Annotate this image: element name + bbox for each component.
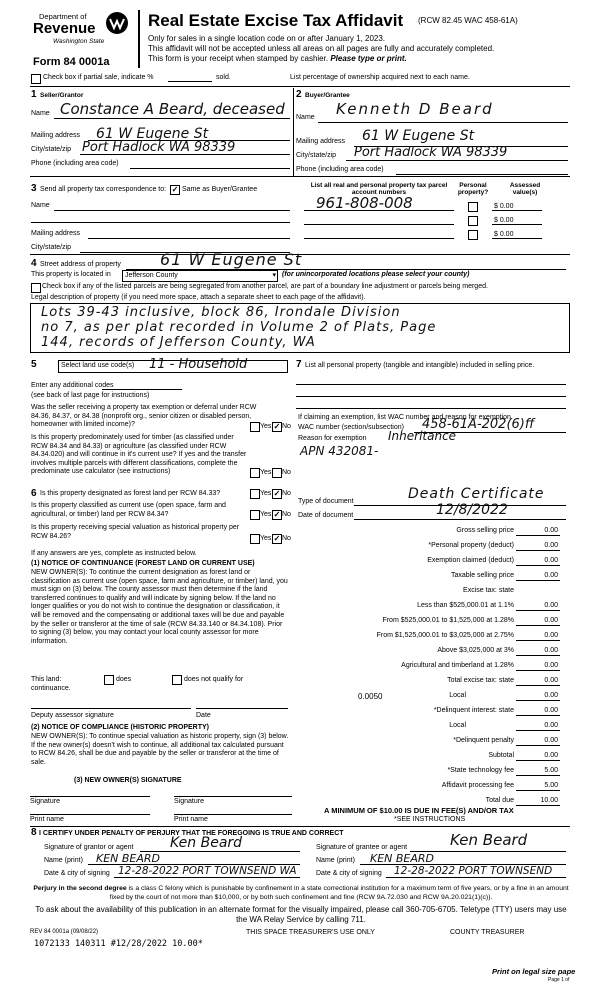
divider xyxy=(516,565,560,566)
seller-mailing[interactable]: 61 W Eugene St xyxy=(96,126,209,142)
divider xyxy=(30,796,150,797)
street-address[interactable]: 61 W Eugene St xyxy=(160,250,303,269)
doc-type[interactable]: Death Certificate xyxy=(408,486,545,502)
q2-yes: Yes xyxy=(260,469,272,476)
current-use-no: No xyxy=(282,511,291,518)
header-line3-a: This form is your receipt when stamped by cashier. xyxy=(148,54,329,63)
q2-no: No xyxy=(282,469,291,476)
row-value-total-state: 0.00 xyxy=(544,677,558,684)
buyer-section xyxy=(296,88,570,174)
does-not-label: does not qualify for xyxy=(184,676,244,683)
alternate-format-note: To ask about the availability of this publication in an alternate format for the visually impaired, please call 360-705-6705. Teletype (TTY) users may use the WA Relay Service by calling 711. xyxy=(35,905,567,924)
row-value-processing-fee: 5.00 xyxy=(544,782,558,789)
notice2-title: (2) NOTICE OF COMPLIANCE (HISTORIC PROPERTY) xyxy=(31,724,209,731)
divider xyxy=(88,238,290,239)
grantee-date-city[interactable]: 12-28-2022 PORT TOWNSEND xyxy=(394,865,553,877)
row-label-agri: Agricultural and timberland at 1.28% xyxy=(401,662,514,669)
exemption-label: If claiming an exemption, list WAC number and reason for exemption. xyxy=(298,414,513,421)
row-value-local: 0.00 xyxy=(544,692,558,699)
chevron-down-icon: ▾ xyxy=(272,272,276,279)
print-legal-note: Print on legal size pape xyxy=(492,967,576,976)
divider xyxy=(130,168,290,169)
buyer-mailing[interactable]: 61 W Eugene St xyxy=(362,128,475,144)
notice1-title: (1) NOTICE OF CONTINUANCE (FOREST LAND OR CURRENT USE) xyxy=(31,560,255,567)
correspondence-mailing-label: Mailing address xyxy=(31,230,81,237)
same-as-buyer-checkbox[interactable]: ✓ xyxy=(171,185,179,194)
perjury-text: is a class C felony which is punishable by confinement in a state correctional institution for a maximum term of five years, or by a fine in an amount fixed by the court of not more than $10,000, or by both such confinement and fine (RCW 9A.72.030 and RCW 9A.20.021(1)(c)). xyxy=(109,885,569,901)
same-as-buyer-label: Same as Buyer/Grantee xyxy=(182,186,258,193)
seller-phone-label: Phone (including area code) xyxy=(31,160,119,167)
divider xyxy=(196,708,288,709)
current-use-yes: Yes xyxy=(260,511,272,518)
divider xyxy=(318,122,568,123)
row-value-tier2: 0.00 xyxy=(544,617,558,624)
divider xyxy=(516,730,560,731)
legal-line-3: 144, records of Jefferson County, WA xyxy=(41,335,316,350)
this-land-label: This land: xyxy=(31,676,62,683)
legal-line-1: Lots 39-43 inclusive, block 86, Irondale Division xyxy=(41,305,401,320)
row-value-agri: 0.00 xyxy=(544,662,558,669)
divider xyxy=(304,224,454,225)
department-label: Department of xyxy=(39,12,87,21)
print-name-label-2: Print name xyxy=(174,816,208,823)
divider xyxy=(516,610,560,611)
legal-label: Legal description of property (if you need more space, attach a separate sheet to each page of the affidavit). xyxy=(31,294,366,301)
divider xyxy=(492,210,542,211)
divider xyxy=(516,670,560,671)
segregated-checkbox[interactable] xyxy=(31,283,41,293)
certification-section xyxy=(30,827,570,883)
signature-label-1: Signature xyxy=(30,798,60,805)
row-label-processing-fee: Affidavit processing fee xyxy=(441,782,514,789)
header-divider xyxy=(138,10,140,68)
section-number: 7 xyxy=(296,359,302,370)
wac-number[interactable]: 458-61A-202(6)ff xyxy=(422,417,535,432)
exemption-question: Was the seller receiving a property tax exemption or deferral under RCW 84.36, 84.37, or 84.38 (nonprofit org., senior citizen or disabled person, homeowner with limited income)? xyxy=(31,404,257,428)
buyer-city-label: City/state/zip xyxy=(296,152,337,159)
correspondence-label: Send all property tax correspondence to: xyxy=(40,186,167,193)
seller-city[interactable]: Port Hadlock WA 98339 xyxy=(82,140,236,155)
dor-logo xyxy=(33,10,133,52)
reason-label: Reason for exemption xyxy=(298,435,367,442)
grantor-signature[interactable]: Ken Beard xyxy=(170,835,243,851)
divider xyxy=(304,238,454,239)
seller-section xyxy=(30,88,292,174)
q1-yes-checkbox[interactable] xyxy=(250,422,260,432)
county-value: Jefferson County xyxy=(125,272,178,279)
cashier-stamp: 1072133 140311 #12/28/2022 10.00* xyxy=(34,939,203,949)
property-section xyxy=(30,250,570,352)
county-select[interactable] xyxy=(122,270,278,282)
print-name-label-1: Print name xyxy=(30,816,64,823)
form-number: Form 84 0001a xyxy=(33,56,110,68)
header-line3-b: Please type or print. xyxy=(330,54,407,63)
header-line1: Only for sales in a single location code on or after January 1, 2023. xyxy=(148,34,386,43)
divider xyxy=(492,224,542,225)
correspondence-name-label: Name xyxy=(31,202,50,209)
partial-sale-checkbox[interactable] xyxy=(31,74,41,84)
row-label-local: Local xyxy=(449,692,466,699)
county-treasurer: COUNTY TREASURER xyxy=(450,929,525,936)
grantee-signature-label: Signature of grantee or agent xyxy=(316,844,408,851)
row-label-tier3: From $1,525,000.01 to $3,025,000 at 2.75% xyxy=(376,632,514,639)
see-back: (see back of last page for instructions) xyxy=(31,392,150,399)
legal-line-2: no 7, as per plat recorded in Volume 2 of Plats, Page xyxy=(41,320,437,335)
divider xyxy=(31,222,290,223)
header-line2: This affidavit will not be accepted unless all areas on all pages are fully and accurately completed. xyxy=(148,44,495,53)
grantee-name-label: Name (print) xyxy=(316,857,355,864)
additional-codes-label: Enter any additional codes xyxy=(31,382,114,389)
divider xyxy=(354,519,566,520)
notice2-body: NEW OWNER(S): To continue special valuation as historic property, sign (3) below. If the new owner(s) doesn't wish to continue, all additional tax calculated pursuant to RCW 84.26, shall be due and payable by the seller or transferor at the time of sale. xyxy=(31,733,289,766)
current-use-question: Is this property classified as current use (open space, farm and agricultural, or timber) land per RCW 84.34? xyxy=(31,502,226,518)
personal-property-checkbox-3[interactable] xyxy=(468,230,478,240)
divider xyxy=(304,210,454,211)
row-value-delinquent-interest: 0.00 xyxy=(544,707,558,714)
doc-date-label: Date of document xyxy=(298,512,354,519)
certify-label: I CERTIFY UNDER PENALTY OF PERJURY THAT THE FOREGOING IS TRUE AND CORRECT xyxy=(39,830,344,837)
grantor-name-label: Name (print) xyxy=(44,857,83,864)
tax-section xyxy=(296,486,570,826)
legal-description-box[interactable] xyxy=(30,303,570,353)
form-title: Real Estate Excise Tax Affidavit xyxy=(148,11,404,30)
partial-sale-label: Check box if partial sale, indicate % xyxy=(43,74,154,81)
row-label-subtotal: Subtotal xyxy=(488,752,514,759)
divider xyxy=(54,118,290,119)
grantee-signature[interactable]: Ken Beard xyxy=(450,831,528,849)
divider xyxy=(174,796,292,797)
personal-property-header: Personal property? xyxy=(457,182,489,196)
divider xyxy=(516,745,560,746)
row-label-tier1: Less than $525,000.01 at 1.1% xyxy=(417,602,514,609)
divider xyxy=(30,176,570,177)
land-use-section xyxy=(30,356,292,486)
q1-no-checkbox[interactable]: ✓ xyxy=(273,422,281,431)
timber-question: Is this property predominately used for timber (as classified under RCW 84.34 and 84.33) or agriculture (as classified under RCW 84.34.020) and will continue in it's current use? If yes and the transfer involves multiple parcels with different classifications, complete the predominate use calculator (see instructions) xyxy=(31,434,247,475)
divider xyxy=(492,238,542,239)
doc-type-label: Type of document xyxy=(298,498,354,505)
divider xyxy=(516,655,560,656)
row-label-total-state: Total excise tax: state xyxy=(447,677,514,684)
row-label-tech-fee: *State technology fee xyxy=(447,767,514,774)
divider xyxy=(516,550,560,551)
section-number: 6 xyxy=(31,488,37,499)
buyer-mailing-label: Mailing address xyxy=(296,138,346,145)
divider xyxy=(516,805,560,806)
buyer-phone-label: Phone (including area code) xyxy=(296,166,384,173)
row-label-delinquent-penalty: *Delinquent penalty xyxy=(453,737,514,744)
divider xyxy=(516,685,560,686)
assessed-value-3: $ 0.00 xyxy=(494,231,514,238)
forest-question: Is this property designated as forest land per RCW 84.33? xyxy=(40,490,221,497)
seller-heading: Seller/Grantor xyxy=(40,92,84,99)
correspondence-city-label: City/state/zip xyxy=(31,244,72,251)
row-value-delinquent-penalty: 0.00 xyxy=(544,737,558,744)
if-yes-note: If any answers are yes, complete as instructed below. xyxy=(31,550,197,557)
q2-no-checkbox[interactable] xyxy=(272,468,282,478)
divider xyxy=(516,640,560,641)
divider xyxy=(516,700,560,701)
divider xyxy=(386,877,566,878)
row-label-exemption: Exemption claimed (deduct) xyxy=(427,557,514,564)
row-label-gross: Gross selling price xyxy=(456,527,514,534)
personal-property-label: List all personal property (tangible and intangible) included in selling price. xyxy=(305,362,535,369)
parcel-number-1[interactable]: 961-808-008 xyxy=(316,194,413,212)
section-number: 3 xyxy=(31,183,37,194)
grantor-date-city[interactable]: 12-28-2022 PORT TOWNSEND WA xyxy=(118,865,297,877)
assessed-value-2: $ 0.00 xyxy=(494,217,514,224)
segregated-label: Check box if any of the listed parcels are being segregated from another parcel, are part of a boundary line adjustment or parcels being merged. xyxy=(42,283,488,290)
signature-label-2: Signature xyxy=(174,798,204,805)
historic-question: Is this property receiving special valuation as historical property per RCW 84.26? xyxy=(31,524,240,540)
seller-city-label: City/state/zip xyxy=(31,146,72,153)
parcel-header: List all real and personal property tax parcel account numbers xyxy=(310,182,448,196)
assessed-value-header: Assessed value(s) xyxy=(509,182,541,196)
section-number: 5 xyxy=(31,359,37,370)
perjury-bold: Perjury in the second degree xyxy=(33,885,127,892)
header-line3 xyxy=(148,54,407,63)
divider xyxy=(30,86,570,87)
historic-yes: Yes xyxy=(260,535,272,542)
forest-no: No xyxy=(282,490,291,497)
seller-name[interactable]: Constance A Beard, deceased xyxy=(60,100,285,118)
historic-no: No xyxy=(282,535,291,542)
local-rate: 0.0050 xyxy=(358,692,383,701)
row-value-tech-fee: 5.00 xyxy=(544,767,558,774)
historic-no-checkbox[interactable]: ✓ xyxy=(273,534,281,543)
land-use-value: 11 - Household xyxy=(149,357,248,372)
row-value-tier4: 0.00 xyxy=(544,647,558,654)
divider xyxy=(516,535,560,536)
divider xyxy=(102,389,182,390)
row-value-exemption: 0.00 xyxy=(544,557,558,564)
q1-no: No xyxy=(282,423,291,430)
row-value-local-2: 0.00 xyxy=(544,722,558,729)
current-use-no-checkbox[interactable]: ✓ xyxy=(273,510,281,519)
divider xyxy=(516,790,560,791)
row-label-taxable: Taxable selling price xyxy=(450,572,514,579)
section-divider xyxy=(293,88,294,176)
grantee-name[interactable]: KEN BEARD xyxy=(370,852,435,865)
divider xyxy=(54,210,290,211)
uninc-note: (for unincorporated locations please select your county) xyxy=(282,271,470,278)
forest-land-section xyxy=(30,486,292,786)
row-label-tier2: From $525,000.01 to $1,525,000 at 1.28% xyxy=(382,617,514,624)
form-rcw: (RCW 82.45 WAC 458-61A) xyxy=(418,16,518,25)
divider xyxy=(296,384,566,385)
section-number: 1 xyxy=(31,89,37,100)
row-value-tier1: 0.00 xyxy=(544,602,558,609)
correspondence-section xyxy=(30,178,292,254)
divider xyxy=(114,877,300,878)
grantor-signature-label: Signature of grantor or agent xyxy=(44,844,134,851)
grantor-date-label: Date & city of signing xyxy=(44,870,110,877)
seller-name-label: Name xyxy=(31,110,50,117)
personal-property-checkbox-2[interactable] xyxy=(468,216,478,226)
divider xyxy=(296,408,566,409)
revenue-label: Revenue xyxy=(33,20,96,37)
land-use-select-label: Select land use code(s) xyxy=(61,362,135,369)
buyer-name[interactable]: Kenneth D Beard xyxy=(336,100,494,118)
row-label-delinquent-interest: *Delinquent interest: state xyxy=(433,707,514,714)
buyer-name-label: Name xyxy=(296,114,315,121)
historic-yes-checkbox[interactable] xyxy=(250,534,260,544)
located-label: This property is located in xyxy=(31,271,111,278)
q1-yes: Yes xyxy=(260,423,272,430)
ownership-note: List percentage of ownership acquired next to each name. xyxy=(290,74,470,81)
deputy-signature-label: Deputy assessor signature xyxy=(31,712,114,719)
divider xyxy=(174,814,292,815)
apn-note[interactable]: APN 432081- xyxy=(300,444,379,458)
grantor-name[interactable]: KEN BEARD xyxy=(96,852,161,865)
divider xyxy=(516,625,560,626)
row-label-tier4: Above $3,025,000 at 3% xyxy=(437,647,514,654)
deputy-date-label: Date xyxy=(196,712,211,719)
exemption-reason[interactable]: Inheritance xyxy=(388,429,457,443)
treasurer-space: THIS SPACE TREASURER'S USE ONLY xyxy=(246,929,375,936)
row-label-personal: *Personal property (deduct) xyxy=(428,542,514,549)
partial-sale-percent-field[interactable] xyxy=(168,81,212,82)
notice1-body: NEW OWNER(S): To continue the current designation as forest land or classification as current use (open space, farm and agriculture, or timber) land, you must sign on (3) below. The county assessor must then determine if the land transferred continues to qualify and will indicate by signing below. If the land no longer qualifies or you do not wish to continue the designation or classification, it will be removed and the compensating or additional taxes will be due and payable by the seller or transferor at the time of sale (RCW 84.33.140 or 84.34.108). Prior to signing (3) below, you may contact your local county assessor for more information. xyxy=(31,569,288,645)
assessed-value-1: $ 0.00 xyxy=(494,203,514,210)
row-label-total-due: Total due xyxy=(485,797,514,804)
q2-yes-checkbox[interactable] xyxy=(250,468,260,478)
forest-yes: Yes xyxy=(260,490,272,497)
seller-mailing-label: Mailing address xyxy=(31,132,81,139)
section-number: 2 xyxy=(296,89,302,100)
wa-logo-icon xyxy=(105,10,129,36)
land-use-select[interactable] xyxy=(58,357,288,373)
divider xyxy=(296,396,566,397)
rev-number: REV 84 0001a (09/08/22) xyxy=(30,929,99,935)
section-number: 4 xyxy=(31,258,37,269)
divider xyxy=(30,814,150,815)
row-value-subtotal: 0.00 xyxy=(544,752,558,759)
row-value-gross: 0.00 xyxy=(544,527,558,534)
does-not-checkbox[interactable] xyxy=(172,675,182,685)
row-label-local-2: Local xyxy=(449,722,466,729)
row-value-total-due: 10.00 xyxy=(540,797,558,804)
divider xyxy=(396,174,568,175)
wac-label: WAC number (section/subsection) xyxy=(298,424,404,431)
forest-no-checkbox[interactable]: ✓ xyxy=(273,489,281,498)
doc-date[interactable]: 12/8/2022 xyxy=(436,502,508,518)
buyer-heading: Buyer/Grantee xyxy=(305,92,350,99)
row-label-excise-state: Excise tax: state xyxy=(463,587,514,594)
divider xyxy=(346,160,568,161)
personal-property-section xyxy=(296,358,570,488)
section-number: 8 xyxy=(31,827,37,838)
parcel-section xyxy=(296,180,570,254)
perjury-note xyxy=(30,885,572,902)
see-instructions: *SEE INSTRUCTIONS xyxy=(394,816,466,823)
street-label: Street address of property xyxy=(40,261,121,268)
divider xyxy=(31,708,191,709)
partial-sale-sold: sold. xyxy=(216,74,231,81)
minimum-due-note: A MINIMUM OF $10.00 IS DUE IN FEE(S) AND/OR TAX xyxy=(324,806,514,815)
continuance-label: continuance. xyxy=(31,685,71,692)
state-label: Washington State xyxy=(53,38,105,45)
grantee-date-label: Date & city of signing xyxy=(316,870,382,877)
personal-property-checkbox-1[interactable] xyxy=(468,202,478,212)
page-number: Page 1 of xyxy=(548,977,570,983)
does-label: does xyxy=(116,676,132,683)
row-value-tier3: 0.00 xyxy=(544,632,558,639)
row-value-personal: 0.00 xyxy=(544,542,558,549)
forest-yes-checkbox[interactable] xyxy=(250,489,260,499)
divider xyxy=(140,851,300,852)
row-value-taxable: 0.00 xyxy=(544,572,558,579)
does-checkbox[interactable] xyxy=(104,675,114,685)
divider xyxy=(516,760,560,761)
current-use-yes-checkbox[interactable] xyxy=(250,510,260,520)
divider xyxy=(516,715,560,716)
buyer-city[interactable]: Port Hadlock WA 98339 xyxy=(354,145,508,160)
new-owner-signature-heading: (3) NEW OWNER(S) SIGNATURE xyxy=(74,777,182,784)
divider xyxy=(516,580,560,581)
divider xyxy=(516,775,560,776)
